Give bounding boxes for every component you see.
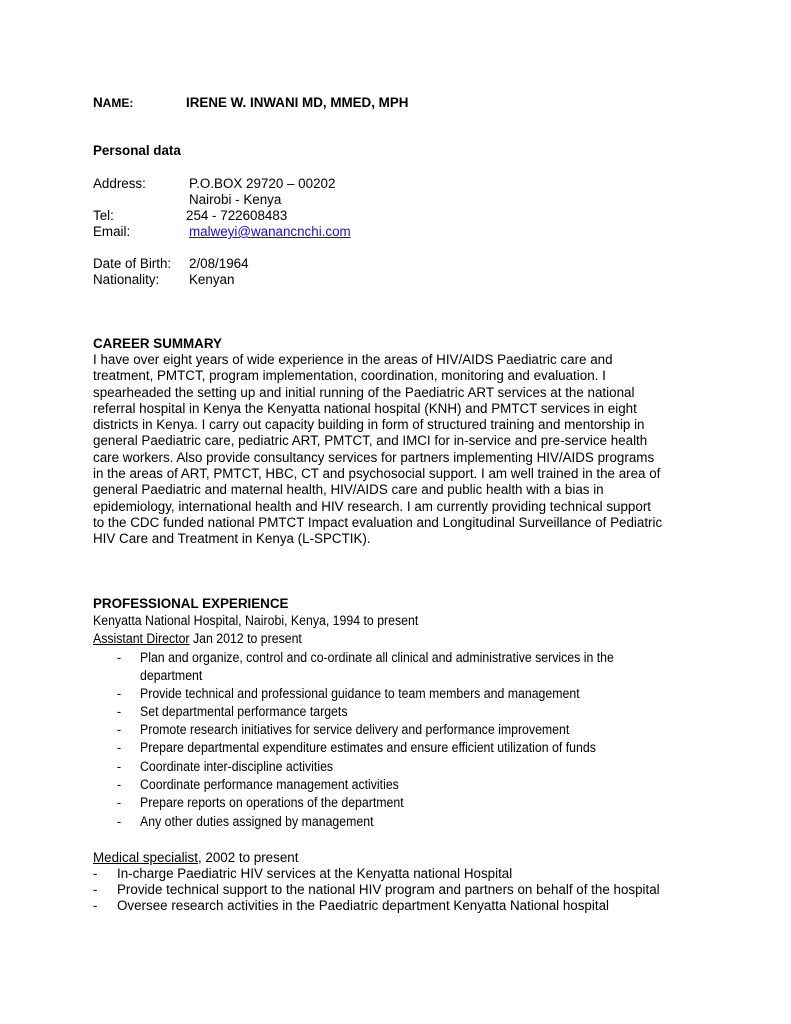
list-item: Any other duties assigned by management xyxy=(140,814,374,829)
summary-line: in the areas of ART, PMTCT, HBC, CT and psychosocial support. I am well trained in the area of xyxy=(93,466,661,482)
summary-line: general Paediatric and maternal health, HIV/AIDS care and public health with a bias in xyxy=(93,482,604,498)
bullet-dash: - xyxy=(117,795,122,810)
dob-value: 2/08/1964 xyxy=(189,256,249,271)
employer-line: Kenyatta National Hospital, Nairobi, Kenya, 1994 to present xyxy=(93,613,419,628)
list-item: Set departmental performance targets xyxy=(140,704,348,719)
summary-line: districts in Kenya. I carry out capacity building in form of structured training and mentorship in xyxy=(93,417,645,433)
list-item: Prepare reports on operations of the department xyxy=(140,795,404,810)
bullet-dash: - xyxy=(93,898,98,913)
role2-dates: , 2002 to present xyxy=(197,850,299,865)
bullet-dash: - xyxy=(117,686,122,701)
bullet-dash: - xyxy=(93,866,98,881)
bullet-dash: - xyxy=(117,777,122,792)
list-item: Coordinate inter-discipline activities xyxy=(140,759,334,774)
list-item: Provide technical and professional guidance to team members and management xyxy=(140,686,580,701)
role1-dates: Jan 2012 to present xyxy=(189,631,302,646)
tel-value: 254 - 722608483 xyxy=(186,208,288,223)
nationality-label: Nationality: xyxy=(93,272,160,287)
summary-line: HIV Care and Treatment in Kenya (L-SPCTIK). xyxy=(93,531,371,547)
summary-line: general Paediatric care, pediatric ART, PMTCT, and IMCI for in-service and pre-service health xyxy=(93,433,648,449)
summary-line: referral hospital in Kenya the Kenyatta national hospital (KNH) and PMTCT services in eight xyxy=(93,400,637,416)
career-summary-paragraph xyxy=(93,352,705,548)
summary-line: treatment, PMTCT, program implementation, coordination, monitoring and evaluation. I xyxy=(93,368,606,384)
address-line-2: Nairobi - Kenya xyxy=(189,192,282,207)
list-item: Oversee research activities in the Paediatric department Kenyatta National hospital xyxy=(117,898,609,913)
list-item: In-charge Paediatric HIV services at the Kenyatta national Hospital xyxy=(117,866,513,881)
candidate-name: IRENE W. INWANI MD, MMED, MPH xyxy=(186,95,409,110)
email-link[interactable]: malweyi@wanancnchi.com xyxy=(189,224,351,239)
email-label: Email: xyxy=(93,224,131,239)
summary-line: spearheaded the setting up and initial running of the Paediatric ART services at the national xyxy=(93,384,635,400)
summary-line: to the CDC funded national PMTCT Impact evaluation and Longitudinal Surveillance of Pediatric xyxy=(93,514,663,530)
bullet-dash: - xyxy=(117,759,122,774)
list-item: department xyxy=(140,668,203,683)
list-item: Provide technical support to the national HIV program and partners on behalf of the hospital xyxy=(117,882,660,897)
address-line-1: P.O.BOX 29720 – 00202 xyxy=(189,176,336,191)
address-label: Address: xyxy=(93,176,146,191)
list-item: Prepare departmental expenditure estimates and ensure efficient utilization of funds xyxy=(140,740,596,755)
nationality-value: Kenyan xyxy=(189,272,235,287)
role2-line xyxy=(93,850,298,865)
role1-title: Assistant Director xyxy=(93,631,190,646)
dob-label: Date of Birth: xyxy=(93,256,172,271)
personal-data-heading: Personal data xyxy=(93,143,181,158)
tel-label: Tel: xyxy=(93,208,114,223)
role1-line xyxy=(93,631,302,646)
role2-title: Medical specialist xyxy=(93,850,198,865)
career-summary-heading: CAREER SUMMARY xyxy=(93,336,222,351)
professional-experience-heading: PROFESSIONAL EXPERIENCE xyxy=(93,596,289,611)
bullet-dash: - xyxy=(117,814,122,829)
list-item: Plan and organize, control and co-ordinate all clinical and administrative services in the xyxy=(140,650,614,665)
bullet-dash: - xyxy=(93,882,98,897)
bullet-dash: - xyxy=(117,722,122,737)
bullet-dash: - xyxy=(117,704,122,719)
bullet-dash: - xyxy=(117,740,122,755)
list-item: Promote research initiatives for service delivery and performance improvement xyxy=(140,722,570,737)
summary-line: epidemiology, international health and HIV research. I am currently providing technical support xyxy=(93,498,651,514)
summary-line: I have over eight years of wide experience in the areas of HIV/AIDS Paediatric care and xyxy=(93,352,613,367)
list-item: Coordinate performance management activities xyxy=(140,777,399,792)
bullet-dash: - xyxy=(117,650,122,665)
summary-line: care workers. Also provide consultancy services for partners implementing HIV/AIDS programs xyxy=(93,449,655,465)
name-label: NAME: xyxy=(93,95,134,110)
